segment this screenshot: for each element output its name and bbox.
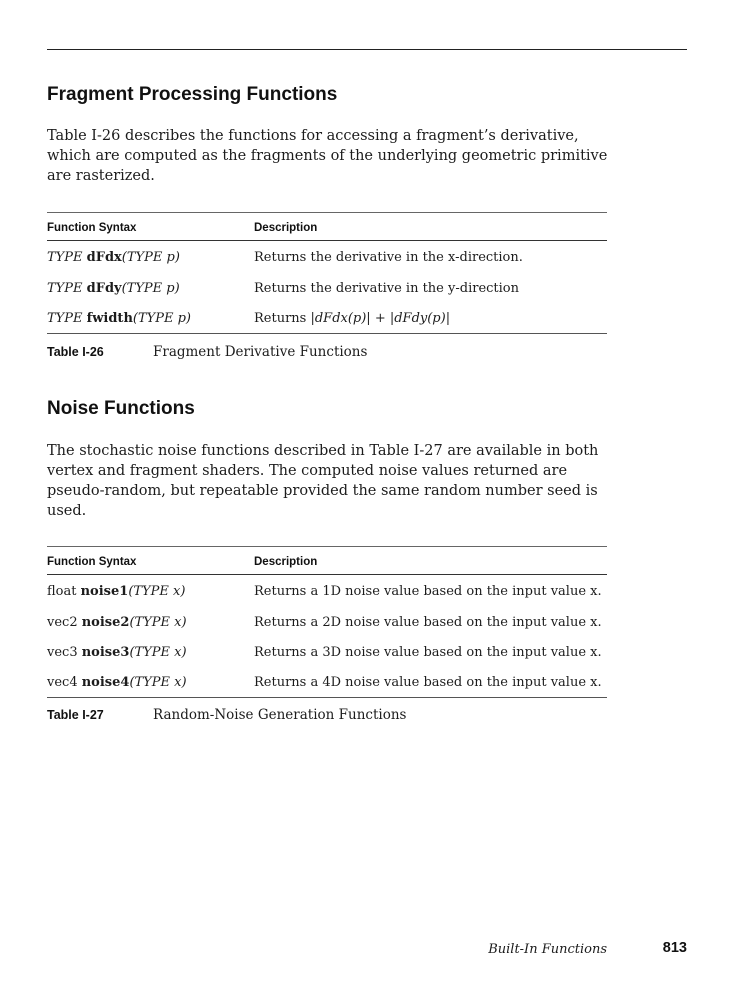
table-row [47,575,607,608]
function-args: (TYPE p) [121,280,180,296]
function-args: (TYPE p) [121,249,180,265]
function-syntax [47,637,254,667]
function-syntax [47,667,254,698]
column-header-description: Description [254,213,607,241]
return-type: TYPE [47,249,87,265]
function-syntax [47,303,254,334]
function-description: Returns the derivative in the x-direction. [254,249,523,265]
function-syntax [47,273,254,303]
column-header-description: Description [254,547,607,575]
return-type: vec4 [47,674,82,690]
return-type: float [47,583,81,599]
return-type: vec2 [47,614,82,630]
table-caption-text: Random-Noise Generation Functions [153,707,407,723]
function-description: Returns the derivative in the y-direction [254,280,519,296]
table-caption-label: Table I-27 [47,708,104,722]
function-syntax [47,241,254,274]
function-syntax [47,607,254,637]
table-caption-label: Table I-26 [47,345,104,359]
section-heading-fragment: Fragment Processing Functions [47,84,338,105]
table-row [47,241,607,274]
table-caption-text: Fragment Derivative Functions [153,344,368,360]
description-formula: |dFdx(p)| + |dFdy(p)| [310,310,451,326]
function-description: Returns a 2D noise value based on the input value x. [254,614,602,630]
section-paragraph-fragment: Table I-26 describes the functions for accessing a fragment’s derivative, which are computed as the fragments of the underlying geometric primitive are rasterized. [47,128,608,184]
description-prefix: Returns [254,310,311,326]
function-args: (TYPE x) [129,674,187,690]
return-type: TYPE [47,310,87,326]
function-description: Returns a 1D noise value based on the input value x. [254,583,602,599]
fragment-derivative-table [47,212,607,334]
function-description [254,303,607,334]
function-name: fwidth [86,310,133,326]
function-args: (TYPE x) [129,614,187,630]
table-row [47,607,607,637]
column-header-syntax: Function Syntax [47,213,254,241]
function-name: noise4 [81,674,130,690]
function-name: dFdy [86,280,122,296]
return-type: vec3 [47,644,82,660]
function-args: (TYPE x) [128,583,186,599]
function-description: Returns a 4D noise value based on the input value x. [254,667,607,698]
function-description: Returns a 3D noise value based on the input value x. [254,644,602,660]
table-row [47,273,607,303]
return-type: TYPE [47,280,87,296]
section-paragraph-noise: The stochastic noise functions described in Table I-27 are available in both vertex and fragment shaders. The computed noise values returned are pseudo-random, but repeatable provided the same random number seed is used. [47,443,599,519]
function-name: noise2 [81,614,130,630]
column-header-syntax: Function Syntax [47,547,254,575]
page-number: 813 [662,940,687,956]
table-row [47,637,607,667]
function-name: dFdx [86,249,122,265]
function-args: (TYPE x) [129,644,187,660]
top-rule [47,49,687,50]
function-name: noise1 [80,583,129,599]
section-heading-noise: Noise Functions [47,398,195,419]
table-row [47,303,607,334]
table-caption-1-26 [47,344,367,360]
function-args: (TYPE p) [132,310,191,326]
function-syntax [47,575,254,608]
table-row [47,667,607,698]
running-footer-title: Built-In Functions [488,942,607,957]
table-caption-1-27 [47,707,406,723]
noise-functions-table [47,546,607,698]
function-name: noise3 [81,644,130,660]
